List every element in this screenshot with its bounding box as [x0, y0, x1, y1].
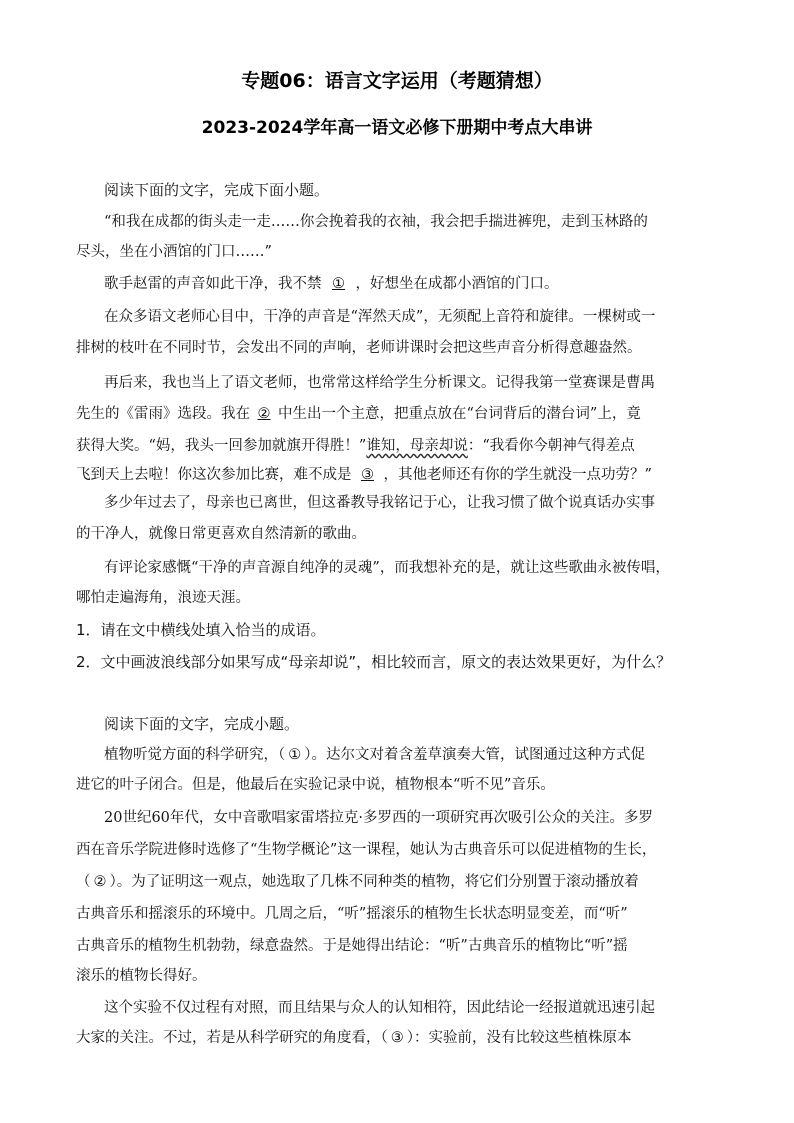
paragraph-line: 这个实验不仅过程有对照，而且结果与众人的认知相符，因此结论一经报道就迅速引起	[104, 1000, 655, 1016]
paragraph-line	[104, 745, 645, 765]
paragraph-line	[76, 404, 641, 424]
wavy-underlined-text: 谁知，母亲却说	[366, 438, 468, 454]
section1-instruction: 阅读下面的文字，完成下面小题。	[104, 181, 330, 199]
blank-1: ①	[332, 276, 345, 292]
text-segment: 歌手赵雷的声音如此干净，我不禁	[104, 276, 322, 292]
paragraph-line	[76, 436, 635, 456]
page-title: 专题06：语言文字运用（考题猜想）	[241, 70, 553, 92]
paragraph-line	[104, 274, 559, 294]
text-segment: 飞到天上去啦！你这次参加比赛，难不成是	[76, 467, 352, 483]
text-segment: ，其他老师还有你的学生就没一点功劳？”	[383, 467, 652, 483]
paragraph-line: 有评论家感慨“干净的声音源自纯净的灵魂”，而我想补充的是，就让这些歌曲永被传唱，	[104, 560, 670, 576]
text-segment: 先生的《雷雨》选段。我在	[76, 406, 250, 422]
paragraph-line: 在众多语文老师心目中，干净的声音是“浑然天成”，无须配上音符和旋律。一棵树或一	[104, 309, 656, 325]
paragraph-line	[76, 872, 639, 892]
text-segment: （	[76, 874, 91, 890]
text-segment: 中生出一个主意，把重点放在“台词背后的潜台词”上，竟	[278, 406, 641, 422]
paragraph-line: 滚乐的植物长得好。	[76, 968, 207, 984]
marker-1: ①	[288, 747, 302, 763]
marker-3: ③	[390, 1030, 404, 1046]
text-segment: 获得大奖。“妈，我头一回参加就旗开得胜！”	[76, 438, 367, 454]
paragraph-line: “和我在成都的街头走一走……你会挽着我的衣袖，我会把手揣进裤兜，走到玉林路的	[104, 214, 648, 230]
question-1: 1．请在文中横线处填入恰当的成语。	[76, 621, 326, 639]
question-2: 2．文中画波浪线部分如果写成“母亲却说”，相比较而言，原文的表达效果更好，为什么？	[76, 653, 672, 671]
paragraph-line: 再后来，我也当上了语文老师，也常常这样给学生分析课文。记得我第一堂赛课是曹禺	[104, 375, 655, 391]
blank-3: ③	[361, 467, 374, 483]
text-segment: 大家的关注。不过，若是从科学研究的角度看，（	[76, 1030, 388, 1046]
paragraph-line	[76, 1028, 632, 1048]
text-segment: ，好想坐在成都小酒馆的门口。	[355, 276, 559, 292]
blank-2: ②	[257, 406, 271, 422]
paragraph-line: 的干净人，就像日常更喜欢自然清新的歌曲。	[76, 526, 366, 542]
text-segment: ：“我看你今朝神气得差点	[467, 438, 635, 454]
paragraph-line: 多少年过去了，母亲也已离世，但这番教导我铭记于心，让我习惯了做个说真话办实事	[104, 495, 655, 511]
paragraph-line: 西在音乐学院进修时选修了“生物学概论”这一课程，她认为古典音乐可以促进植物的生长，	[76, 842, 657, 858]
page-subtitle: 2023-2024学年高一语文必修下册期中考点大串讲	[201, 118, 593, 138]
text-segment: 植物听觉方面的科学研究，（	[104, 747, 286, 763]
paragraph-line: 古典音乐的植物生机勃勃，绿意盎然。于是她得出结论：“听”古典音乐的植物比“听”摇	[76, 938, 628, 954]
paragraph-line: 20世纪60年代，女中音歌唱家雷塔拉克·多罗西的一项研究再次吸引公众的关注。多罗	[104, 810, 654, 826]
paragraph-line: 古典音乐和摇滚乐的环境中。几周之后，“听”摇滚乐的植物生长状态明显变差，而“听”	[76, 906, 628, 922]
paragraph-line: 哪怕走遍海角，浪迹天涯。	[76, 590, 250, 606]
marker-2: ②	[93, 874, 107, 890]
paragraph-line: 尽头，坐在小酒馆的门口……”	[76, 244, 272, 260]
paragraph-line	[76, 465, 652, 485]
text-segment: ）：实验前，没有比较这些植株原本	[406, 1030, 632, 1046]
paragraph-line: 排树的枝叶在不同时节，会发出不同的声响，老师讲课时会把这些声音分析得意趣盎然。	[76, 340, 642, 356]
text-segment: ）。达尔文对着含羞草演奏大管，试图通过这种方式促	[304, 747, 645, 763]
paragraph-line: 进它的叶子闭合。但是，他最后在实验记录中说，植物根本“听不见”音乐。	[76, 777, 555, 793]
section2-instruction: 阅读下面的文字，完成小题。	[104, 715, 300, 733]
text-segment: ）。为了证明这一观点，她选取了几株不同种类的植物，将它们分别置于滚动播放着	[109, 874, 639, 890]
